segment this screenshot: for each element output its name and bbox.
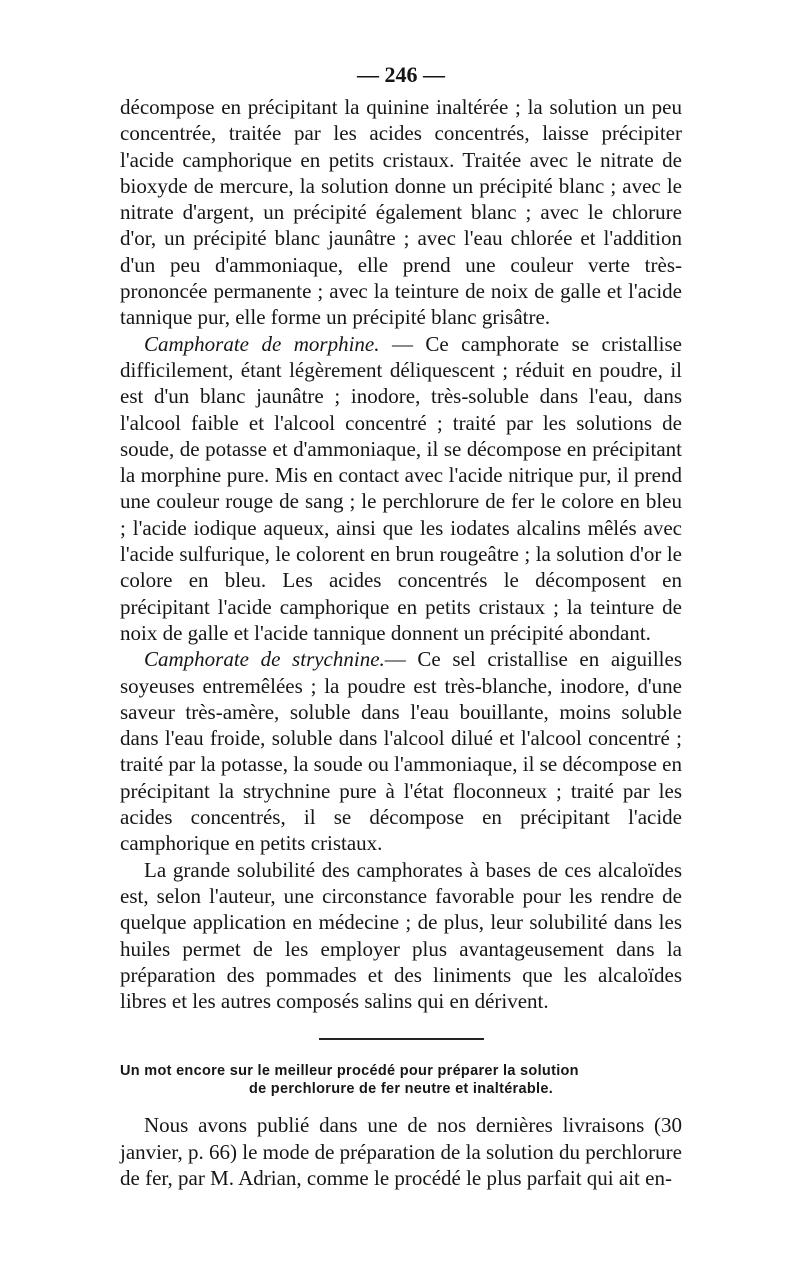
article-heading-line-1: Un mot encore sur le meilleur procédé pour préparer la solution: [120, 1063, 579, 1080]
section-title-morphine: Camphorate de morphine.: [144, 331, 380, 356]
paragraph-camphorate-morphine: [120, 331, 682, 647]
page-number: — 246 —: [357, 62, 445, 87]
paragraph-quinine-continuation: décompose en précipitant la quinine inaltérée ; la solution un peu concentrée, traitée par les acides concentrés, laisse précipiter l'acide camphorique en petits cristaux. Traitée avec le nitrate de bioxyde de mercure, la solution donne un précipité blanc ; avec le nitrate d'argent, un précipité également blanc ; avec le chlorure d'or, un précipité blanc jaunâtre ; avec l'eau chlorée et l'addition d'un peu d'ammoniaque, elle prend une couleur verte très-prononcée permanente ; avec la teinture de noix de galle et l'acide tannique pur, elle forme un précipité blanc grisâtre.: [120, 95, 682, 330]
section-title-strychnine: Camphorate de strychnine.: [144, 647, 385, 672]
paragraph-solubility-conclusion: La grande solubilité des camphorates à bases de ces alcaloïdes est, selon l'auteur, une circonstance favorable pour les rendre de quelque application en médecine ; de plus, leur solubilité dans les huiles permet de les employer plus avantageusement dans la préparation des pommades et des liniments que les alcaloïdes libres et les autres composés salins qui en dérivent.: [120, 857, 682, 1014]
article-heading: [120, 1062, 682, 1098]
document-page: [120, 58, 682, 1191]
paragraph-strychnine-body: — Ce sel cristallise en aiguilles soyeuses entremêlées ; la poudre est très-blanche, inodore, d'une saveur très-amère, soluble dans l'eau bouillante, moins soluble dans l'eau froide, soluble dans l'alcool dilué et l'alcool concentré ; traité par la potasse, la soude ou l'ammoniaque, il se décompose en précipitant la strychnine pure à l'état floconneux ; traité par les acides concentrés, il se décompose en précipitant l'acide camphorique en petits cristaux.: [120, 647, 683, 856]
paragraph-morphine-body: — Ce camphorate se cristallise difficilement, étant légèrement déliquescent ; réduit en poudre, il est d'un blanc jaunâtre ; inodore, très-soluble dans l'eau, dans l'alcool faible et l'alcool concentré ; traité par les solutions de soude, de potasse et d'ammoniaque, il se décompose en précipitant la morphine pure. Mis en contact avec l'acide nitrique pur, il prend une couleur rouge de sang ; le perchlorure de fer le colore en bleu ; l'acide iodique aqueux, ainsi que les iodates alcalins mêlés avec l'acide sulfurique, le colorent en brun rougeâtre ; la solution d'or le colore en bleu. Les acides concentrés le décomposent en précipitant l'acide camphorique en petits cristaux ; la teinture de noix de galle et l'acide tannique donnent un précipité abondant.: [120, 331, 682, 645]
paragraph-perchlorure-intro: Nous avons publié dans une de nos dernières livraisons (30 janvier, p. 66) le mode de préparation de la solution du perchlorure de fer, par M. Adrian, comme le procédé le plus parfait qui ait en-: [120, 1113, 682, 1190]
article-heading-line-2: de perchlorure de fer neutre et inaltérable.: [248, 1081, 554, 1098]
section-divider: [319, 1038, 484, 1040]
paragraph-camphorate-strychnine: [120, 646, 682, 856]
